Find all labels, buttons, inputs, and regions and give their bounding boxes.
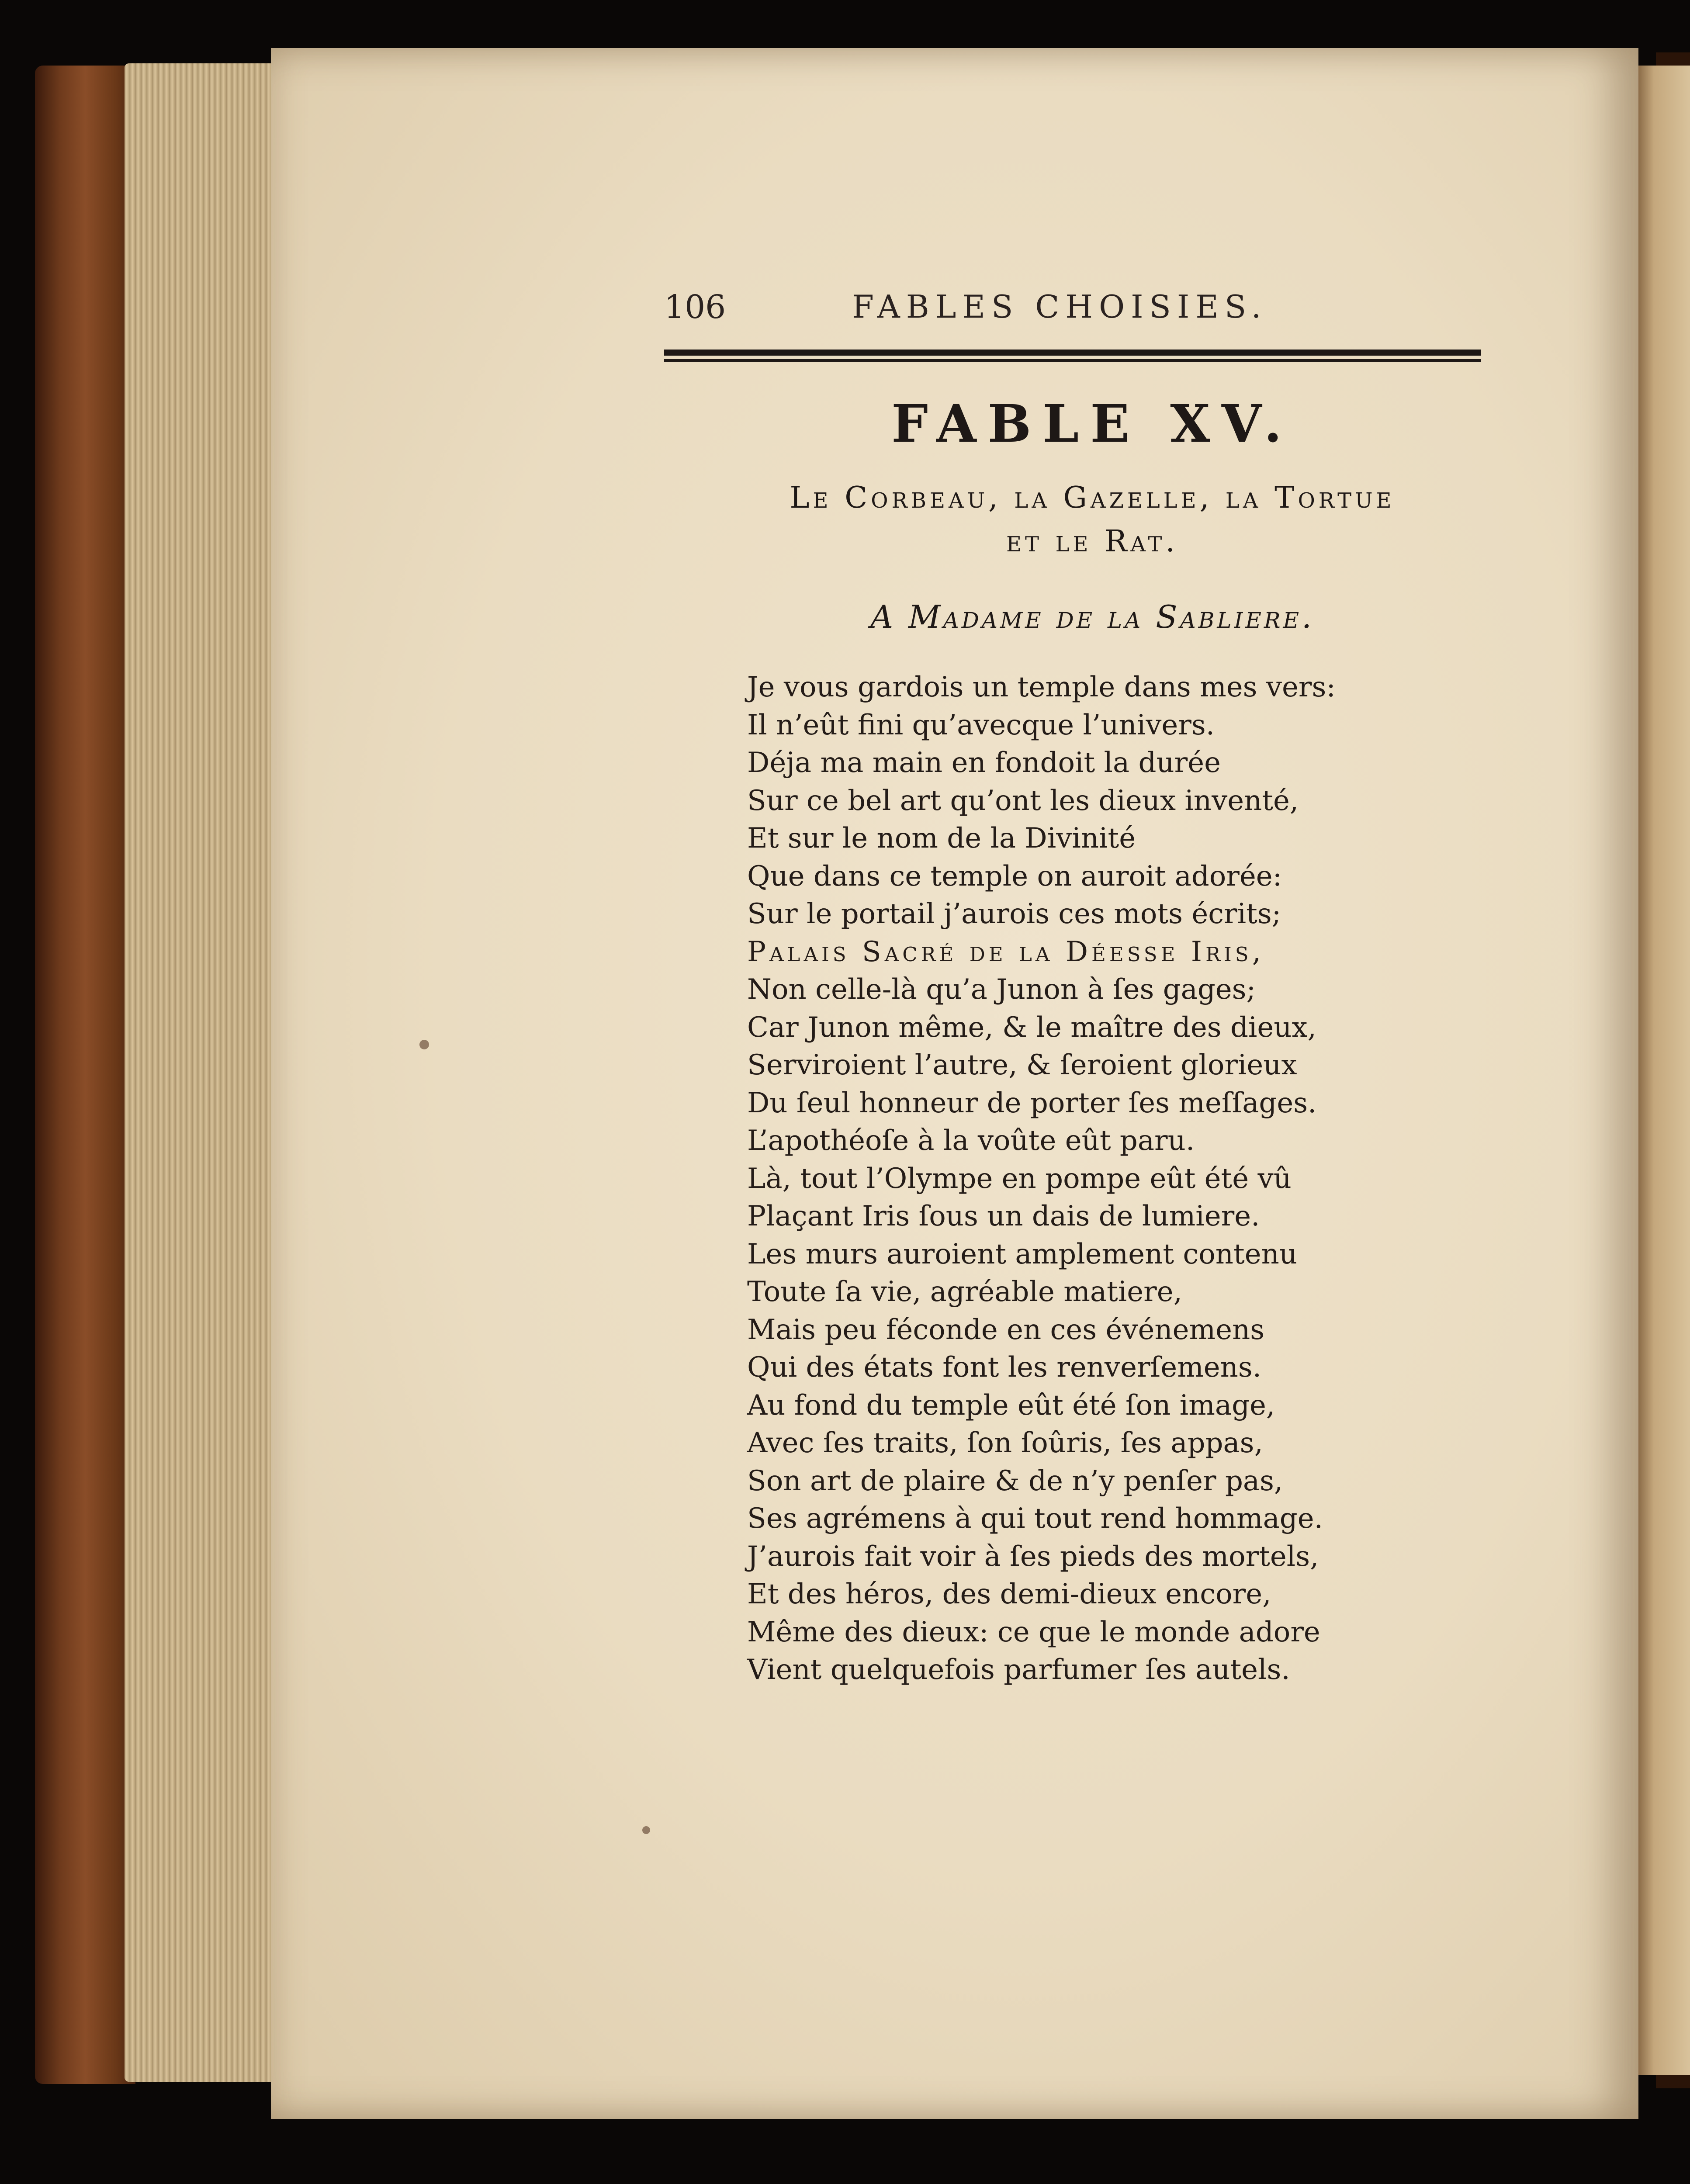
poem-line: Au fond du temple eût été ſon image, [747, 1389, 1275, 1422]
poem-line: Qui des états font les renverſemens. [747, 1351, 1262, 1384]
header-rule-thin [664, 359, 1481, 362]
poem-line: Du ſeul honneur de porter ſes meſſages. [747, 1087, 1317, 1119]
fable-subtitle [708, 476, 1477, 564]
poem-line: Ses agrémens à qui tout rend hommage. [747, 1502, 1323, 1535]
poem-line: Serviroient l’autre, & ſeroient glorieux [747, 1049, 1297, 1081]
poem-line: Mais peu féconde en ces événemens [747, 1313, 1265, 1346]
poem-line: Sur ce bel art qu’ont les dieux inventé, [747, 784, 1299, 817]
header-rule [664, 350, 1481, 365]
poem-line: Son art de plaire & de n’y penſer pas, [747, 1464, 1283, 1497]
poem-line: Et sur le nom de la Divinité [747, 822, 1136, 855]
poem-line: Toute ſa vie, agréable matiere, [747, 1276, 1182, 1308]
poem-line: Palais Sacré de la Déesse Iris, [747, 935, 1264, 968]
poem-line: Il n’eût fini qu’avecque l’univers. [747, 709, 1215, 741]
poem-line: Avec ſes traits, ſon ſoûris, ſes appas, [747, 1427, 1263, 1459]
poem-line: Déja ma main en fondoit la durée [747, 747, 1221, 779]
paper-speck [642, 1826, 650, 1834]
poem-line: Et des héros, des demi-dieux encore, [747, 1578, 1271, 1610]
poem-line: Là, tout l’Olympe en pompe eût été vû [747, 1162, 1292, 1195]
poem-line: J’aurois fait voir à ſes pieds des mortels, [747, 1540, 1319, 1573]
poem-line: Sur le portail j’aurois ces mots écrits; [747, 898, 1281, 930]
poem-line: Car Junon même, & le maître des dieux, [747, 1011, 1316, 1044]
page-edges [125, 63, 291, 2082]
page-number: 106 [664, 288, 726, 326]
fable-subtitle-line-2: et le Rat. [1006, 524, 1179, 559]
paper-speck [419, 1040, 429, 1049]
running-head [664, 288, 1477, 341]
header-rule-thick [664, 350, 1481, 356]
facing-page-edge [1630, 66, 1690, 2075]
poem-line: L’apothéoſe à la voûte eût paru. [747, 1125, 1195, 1157]
poem [747, 668, 1490, 1689]
poem-line: Vient quelquefois parfumer ſes autels. [747, 1654, 1290, 1686]
poem-line: Je vous gardois un temple dans mes vers: [747, 671, 1336, 703]
fable-title: FABLE XV. [891, 393, 1293, 454]
running-title: FABLES CHOISIES. [852, 288, 1268, 325]
poem-line: Plaçant Iris ſous un dais de lumiere. [747, 1200, 1260, 1232]
poem-line: Que dans ce temple on auroit adorée: [747, 860, 1282, 893]
fable-subtitle-line-1: Le Corbeau, la Gazelle, la Tortue [790, 481, 1395, 515]
poem-line: Même des dieux: ce que le monde adore [747, 1616, 1320, 1648]
poem-line: Non celle-là qu’a Junon à ſes gages; [747, 973, 1256, 1006]
book-cover-left [35, 66, 135, 2084]
dedication: A Madame de la Sabliere. [870, 599, 1314, 635]
poem-line: Les murs auroient amplement contenu [747, 1238, 1297, 1270]
